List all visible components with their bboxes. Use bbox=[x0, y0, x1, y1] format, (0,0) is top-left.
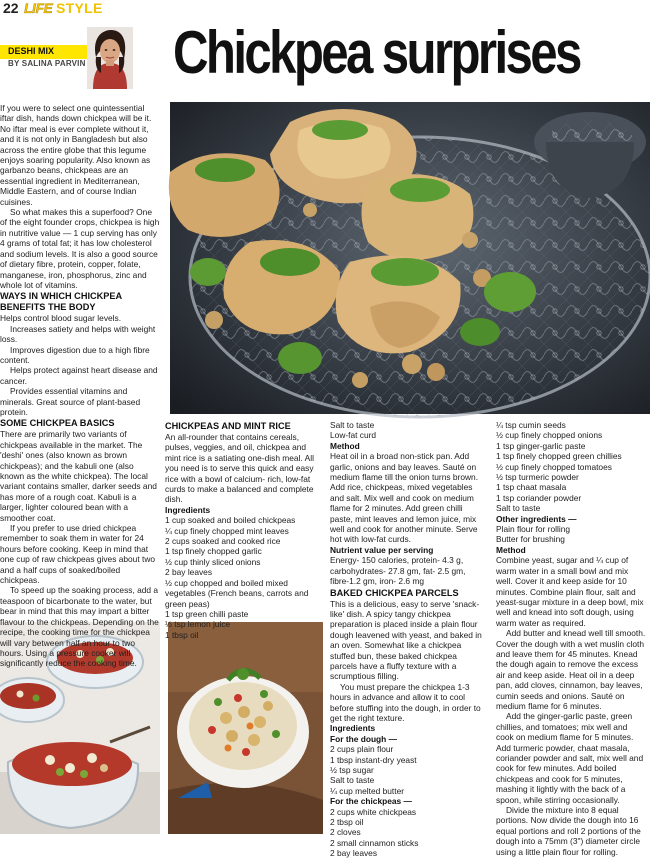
subheading: Nutrient value per serving bbox=[330, 544, 434, 555]
paragraph: 1 tsp green chilli paste bbox=[165, 608, 249, 619]
paragraph: Increases satiety and helps with weight loss. bbox=[0, 323, 156, 345]
paragraph: So what makes this a superfood? One of the eight founder crops, chickpea is high in nutritive value — 1 cup serving has only 4 grams of total fat; it has low cholesterol and sodium levels. It is also a good source of dietary fibre, protein, copper, folate, manganese, iron, phosphorus, zinc and whole lot of vitamins. bbox=[0, 207, 160, 290]
paragraph: Combine yeast, sugar and ¼ cup of warm water in a small bowl and mix well. Cover it and keep aside for 10 minutes. Combine plain flour, salt and yeast-sugar mixture in a deep bowl, mix well and knead into soft dough, using warm water as required. bbox=[496, 555, 644, 628]
paragraph: 1 tsp finely chopped green chillies bbox=[496, 451, 622, 462]
paragraph: Add butter and knead well till smooth. Cover the dough with a wet muslin cloth and leave them for 45 minutes. Knead the dough again to remove the excess air and keep aside. Heat oil in a deep pan, add cloves, cinnamon, bay leaves, cumin seeds and onions. Sauté on medium flame for 6 minutes. bbox=[496, 628, 646, 711]
paragraph: 2 cups white chickpeas bbox=[330, 806, 417, 817]
author-name: BY SALINA PARVIN bbox=[8, 59, 86, 68]
recipe-parcels-column bbox=[330, 420, 485, 859]
subheading: Ingredients bbox=[165, 504, 211, 515]
paragraph: 1 tsp ginger-garlic paste bbox=[496, 440, 586, 451]
paragraph: ½ cup finely chopped tomatoes bbox=[496, 461, 612, 472]
paragraph: 2 cups soaked and cooked rice bbox=[165, 536, 281, 547]
subheading: For the chickpeas — bbox=[330, 796, 412, 807]
paragraph: An all-rounder that contains cereals, pulses, veggies, and oil, chickpea and mint rice is a satiating one-dish meal. All you need is to serve this quick and easy rice with a bowl of calcium- rich, low-fat curds to make a balanced and complete dish. bbox=[165, 432, 314, 505]
paragraph: ½ tsp turmeric powder bbox=[496, 472, 579, 483]
paragraph: Low-fat curd bbox=[330, 430, 377, 441]
paragraph: Salt to taste bbox=[330, 420, 375, 430]
paragraph: Helps protect against heart disease and cancer. bbox=[0, 365, 158, 386]
paragraph: This is a delicious, easy to serve 'snack-like' dish. A spicy tangy chickpea preparation is placed inside a plain flour dough leavened with yeast, and baked in an oven. Somewhat like a chickpea stuffed bun, these baked chickpea parcels have a fluffy texture with a scrumptious filling. bbox=[330, 598, 482, 682]
section-heading: WAYS IN WHICH CHICKPEA BENEFITS THE BODY bbox=[0, 291, 122, 313]
paragraph: ½ tsp lemon juice bbox=[165, 619, 231, 630]
photo-chickpea-mint-rice bbox=[168, 622, 323, 834]
paragraph: If you prefer to use dried chickpea remember to soak them in water for 24 hours before cooking. Keep in mind that one cup of raw chickpeas gives about two and a half cups of soaked/boiled chickpeas. bbox=[0, 523, 156, 586]
author-avatar bbox=[87, 27, 133, 89]
paragraph: ½ cup finely chopped onions bbox=[496, 430, 603, 441]
paragraph: ¼ cup finely chopped mint leaves bbox=[165, 525, 289, 536]
paragraph: ¼ tsp cumin seeds bbox=[496, 420, 566, 430]
paragraph: 1 tsp finely chopped garlic bbox=[165, 546, 262, 557]
paragraph: 1 tsp chaat masala bbox=[496, 482, 567, 493]
paragraph: 2 cloves bbox=[330, 827, 361, 838]
paragraph: 1 tbsp oil bbox=[165, 629, 199, 640]
hero-photo-baked-parcels bbox=[170, 102, 650, 414]
page-number: 22 bbox=[3, 0, 19, 16]
paragraph: 2 cups plain flour bbox=[330, 744, 394, 755]
paragraph: You must prepare the chickpea 1-3 hours in advance and allow it to cool before stuffing into the dough, in order to get the right texture. bbox=[330, 681, 481, 723]
paragraph: ½ cup chopped and boiled mixed vegetables (French beans, carrots and green peas) bbox=[165, 577, 309, 609]
paragraph: If you were to select one quintessential iftar dish, hands down chickpea will be it. No iftar meal is ever complete without it, and it is not only in Bangladesh but also across the entire globe that this legume enjoys soaring popularity. Also known as garbanzo beans, chickpeas are an essential ingredient in Mediterranean, Middle Eastern, and of course Indian cuisines. bbox=[0, 103, 152, 207]
recipe-parcels-method-column bbox=[496, 420, 646, 857]
paragraph: ¼ cup melted butter bbox=[330, 785, 405, 796]
paragraph: Helps control blood sugar levels. bbox=[0, 313, 122, 324]
paragraph: Plain flour for rolling bbox=[496, 524, 571, 535]
paragraph: 2 bay leaves bbox=[165, 567, 213, 578]
paragraph: ½ cup thinly sliced onions bbox=[165, 556, 261, 567]
brand-life: LIFE bbox=[24, 0, 53, 16]
subheading: Other ingredients — bbox=[496, 513, 577, 524]
paragraph: 2 small cinnamon sticks bbox=[330, 837, 419, 848]
paragraph: ½ tsp sugar bbox=[330, 765, 374, 775]
subheading: Ingredients bbox=[330, 723, 376, 734]
paragraph: Butter for brushing bbox=[496, 534, 565, 545]
paragraph: Add the ginger-garlic paste, green chillies, and tomatoes; mix well and cook on medium flame for 5 minutes. Add turmeric powder, chaat masala, coriander powder and salt, mix well and cook for few minutes. Add boiled chickpeas and cook for 5 minutes, mashing it lightly with the back of a spoon, while stirring occasionally. bbox=[496, 711, 644, 805]
paragraph: 1 tbsp instant-dry yeast bbox=[330, 754, 417, 765]
brand-style: STYLE bbox=[56, 0, 103, 16]
paragraph: Salt to taste bbox=[496, 503, 541, 514]
subheading: For the dough — bbox=[330, 733, 397, 744]
paragraph: Improves digestion due to a high fibre content. bbox=[0, 344, 150, 365]
section-label: DESHI MIX bbox=[8, 46, 55, 56]
recipe-mint-rice-column bbox=[165, 420, 320, 640]
paragraph: 1 cup soaked and boiled chickpeas bbox=[165, 515, 296, 526]
paragraph: There are primarily two variants of chickpeas available in the market. The 'deshi' ones (also known as brown chickpeas); and the kabuli one (also known as the white chickpea). The local variant contains smaller, darker seeds and has more of a rough coat. Kabuli is a larger, lighter coloured bean with a smoother coat. bbox=[0, 429, 157, 523]
section-heading: BAKED CHICKPEA PARCELS bbox=[330, 587, 459, 598]
paragraph: 2 bay leaves bbox=[330, 848, 378, 859]
section-heading: SOME CHICKPEA BASICS bbox=[0, 418, 115, 429]
section-heading: CHICKPEAS AND MINT RICE bbox=[165, 421, 291, 431]
paragraph: Divide the mixture into 8 equal portions. Now divide the dough into 16 equal portions and roll 2 portions of the dough into a 75mm (3") diameter circle using a little plain flour for rolling. bbox=[496, 805, 641, 857]
page-header bbox=[0, 0, 650, 18]
paragraph: 1 tsp coriander powder bbox=[496, 492, 582, 503]
headline: Chickpea surprises bbox=[173, 19, 580, 86]
paragraph: To speed up the soaking process, add a teaspoon of bicarbonate to the water, but bear in mind that this may impart a bitter flavour to the chickpeas. Depending on the recipe, the cooking time for the chickpea will vary between half an hour to two hours. Using a pressure cooker will significantly reduce the cooking time. bbox=[0, 585, 159, 669]
subheading: Method bbox=[330, 440, 360, 451]
paragraph: 2 tbsp oil bbox=[330, 817, 364, 828]
paragraph: Salt to taste bbox=[330, 775, 375, 786]
paragraph: Provides essential vitamins and minerals. Great source of plant-based protein. bbox=[0, 386, 141, 417]
paragraph: Energy- 150 calories, protein- 4.3 g, carbohydrates- 27.8 gm, fat- 2.5 gm, fibre-1.2 gm, iron- 2.6 mg bbox=[330, 555, 466, 587]
subheading: Method bbox=[496, 544, 526, 555]
paragraph: Heat oil in a broad non-stick pan. Add garlic, onions and bay leaves. Sauté on medium flame till the onion turns brown. Add rice, chickpeas, mixed vegetables and salt. Mix well and cook on medium flame for 2 minutes. Add green chilli paste, mint leaves and lemon juice, mix well and cook for another minute. Serve hot with low-fat curds. bbox=[330, 451, 479, 545]
article-intro-column bbox=[0, 103, 160, 669]
